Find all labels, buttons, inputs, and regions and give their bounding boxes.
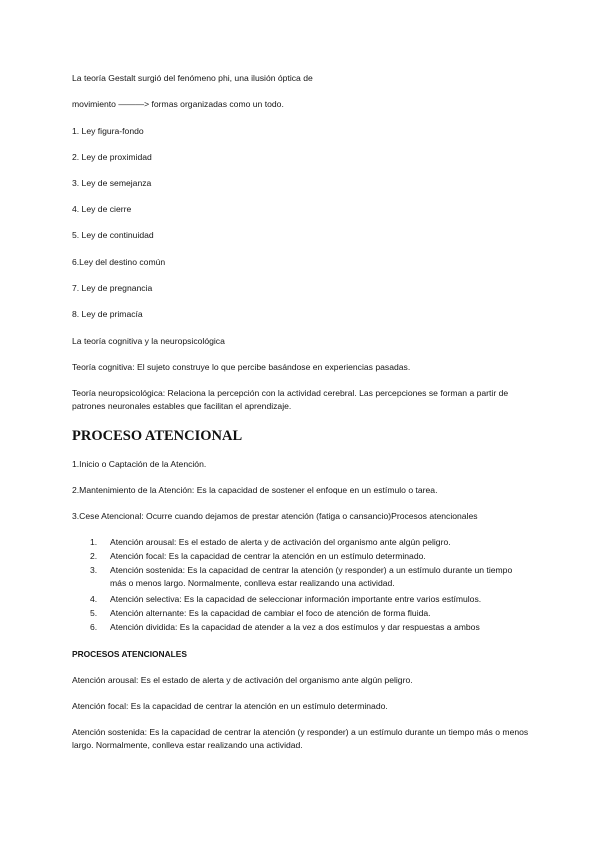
list-item	[90, 564, 530, 590]
list-text: Atención sostenida: Es la capacidad de centrar la atención (y responder) a un estímulo durante un tiempo más o menos largo. Normalmente, conlleva estar realizando una actividad.	[110, 565, 513, 588]
list-item	[90, 536, 530, 549]
list-number: 3.	[90, 565, 98, 575]
procesos-arousal: Atención arousal: Es el estado de alerta y de activación del organismo ante algún peligro.	[72, 675, 413, 685]
procesos-sostenida: Atención sostenida: Es la capacidad de centrar la atención (y responder) a un estímulo durante un tiempo más o menos largo. Normalmente, conlleva estar realizando una actividad.	[72, 727, 529, 750]
proceso-step-3: 3.Cese Atencional: Ocurre cuando dejamos de prestar atención (fatiga o cansancio)Procesos atencionales	[72, 511, 478, 521]
list-item	[90, 607, 530, 620]
theory-neuro: Teoría neuropsicológica: Relaciona la percepción con la actividad cerebral. Las percepciones se forman a partir de patrones neuronales estables que facilitan el aprendizaje.	[72, 388, 509, 411]
list-text: Atención dividida: Es la capacidad de atender a la vez a dos estímulos y dar respuestas a ambos	[110, 622, 480, 632]
law-item: 6.Ley del destino común	[72, 257, 166, 267]
law-item: 4. Ley de cierre	[72, 204, 132, 214]
list-item	[90, 621, 530, 634]
list-text: Atención alternante: Es la capacidad de cambiar el foco de atención de forma fluida.	[110, 608, 431, 618]
list-item	[90, 550, 530, 563]
procesos-focal: Atención focal: Es la capacidad de centrar la atención en un estímulo determinado.	[72, 701, 388, 711]
list-number: 2.	[90, 551, 98, 561]
intro-line-1: La teoría Gestalt surgió del fenómeno phi, una ilusión óptica de	[72, 73, 313, 83]
law-item: 7. Ley de pregnancia	[72, 283, 153, 293]
list-number: 4.	[90, 594, 98, 604]
list-text: Atención selectiva: Es la capacidad de seleccionar información importante entre varios estímulos.	[110, 594, 482, 604]
law-item: 5. Ley de continuidad	[72, 230, 154, 240]
section-title-procesos: PROCESOS ATENCIONALES	[72, 649, 187, 659]
list-text: Atención focal: Es la capacidad de centrar la atención en un estímulo determinado.	[110, 551, 426, 561]
list-text: Atención arousal: Es el estado de alerta y de activación del organismo ante algún peligro.	[110, 537, 451, 547]
theory-cognitive: Teoría cognitiva: El sujeto construye lo que percibe basándose en experiencias pasadas.	[72, 362, 411, 372]
section-title-proceso: PROCESO ATENCIONAL	[72, 428, 243, 444]
list-number: 1.	[90, 537, 98, 547]
proceso-step-2: 2.Mantenimiento de la Atención: Es la capacidad de sostener el enfoque en un estímulo o tarea.	[72, 485, 438, 495]
theories-heading: La teoría cognitiva y la neuropsicológica	[72, 336, 225, 346]
law-item: 8. Ley de primacía	[72, 309, 143, 319]
law-item: 3. Ley de semejanza	[72, 178, 152, 188]
intro-line-2: movimiento ———> formas organizadas como un todo.	[72, 99, 284, 109]
list-number: 5.	[90, 608, 98, 618]
law-item: 1. Ley figura-fondo	[72, 126, 144, 136]
law-item: 2. Ley de proximidad	[72, 152, 152, 162]
list-number: 6.	[90, 622, 98, 632]
list-item	[90, 593, 530, 606]
proceso-step-1: 1.Inicio o Captación de la Atención.	[72, 459, 207, 469]
